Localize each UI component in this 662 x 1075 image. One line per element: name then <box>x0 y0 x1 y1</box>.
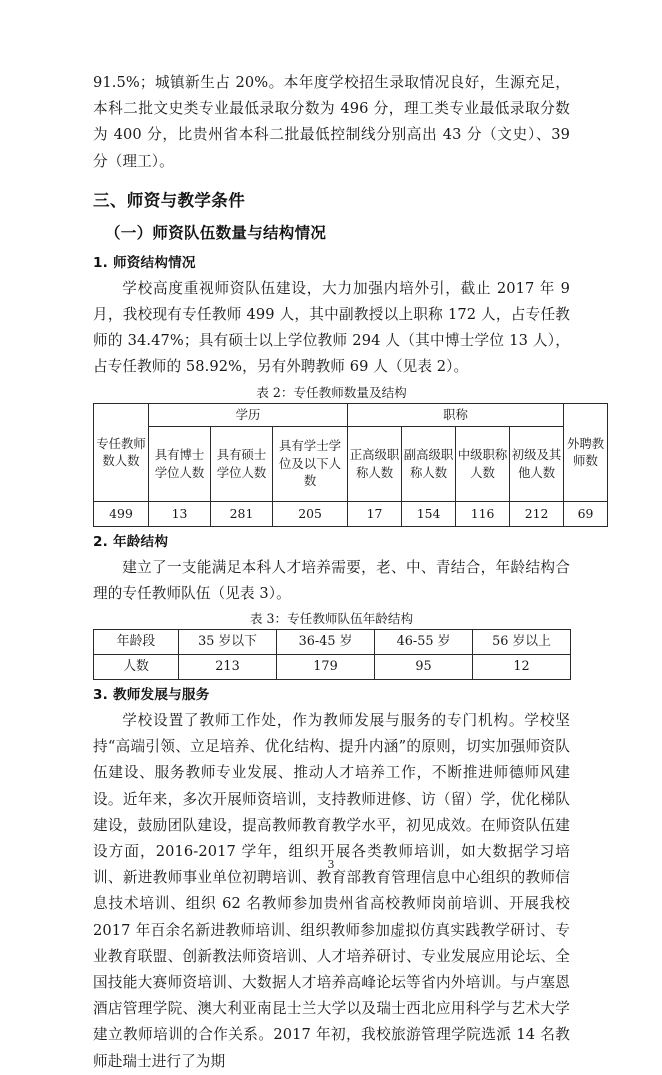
paragraph-age-structure: 建立了一支能满足本科人才培养需要，老、中、青结合，年龄结构合理的专任教师队伍（见表 3）。 <box>93 558 570 602</box>
table3-label-count: 人数 <box>94 655 179 680</box>
table3-label-age-range: 年龄段 <box>94 630 179 655</box>
table-row-age-groups <box>94 630 571 655</box>
table2-value-master: 281 <box>211 501 273 526</box>
table3-age-group-4: 56 岁以上 <box>473 630 571 655</box>
table-faculty-structure <box>93 403 608 527</box>
paragraph-intro: 91.5%；城镇新生占 20%。本年度学校招生录取情况良好，生源充足，本科二批文史类专业最低录取分数为 496 分，理工类专业最低录取分数为 400 分，比贵州省本科二批最低控制线分别高出 43 分（文史）、39 分（理工）。 <box>93 74 570 170</box>
table2-value-total: 499 <box>94 501 149 526</box>
table3-age-group-1: 35 岁以下 <box>179 630 277 655</box>
table2-subheader-intermediate: 中级职称人数 <box>456 426 510 501</box>
table-row-values <box>94 501 608 526</box>
table-row-group-header <box>94 403 608 426</box>
paragraph-teacher-development: 学校设置了教师工作处，作为教师发展与服务的专门机构。学校坚持“高端引领、立足培养、优化结构、提升内涵”的原则，切实加强师资队伍建设、服务教师专业发展、推动人才培养工作，不断推进师德师风建设。近年来，多次开展师资培训，支持教师进修、访（留）学，优化梯队建设，鼓励团队建设，提高教师教育教学水平，初见成效。在师资队伍建设方面，2016-2017 学年，组织开展各类教师培训，如大数据学习培训、新进教师事业单位初聘培训、教育部教育管理信息中心组织的教师信息技术培训、组织 62 名教师参加贵州省高校教师岗前培训、开展我校 2017 年百余名新进教师培训、组织教师参加虚拟仿真实践教学研讨、专业教育联盟、创新教法师资培训、人才培养研讨、专业发展应用论坛、全国技能大赛师资培训、大数据人才培养高峰论坛等省内外培训。与卢塞恩酒店管理学院、澳大利亚南昆士兰大学以及瑞士西北应用科学与艺术大学建立教师培训的合作关系。2017 年初，我校旅游管理学院选派 14 名教师赴瑞士进行了为期 <box>93 712 570 1070</box>
table2-value-external: 69 <box>564 501 608 526</box>
table2-header-title: 职称 <box>348 403 564 426</box>
table2-subheader-junior-other: 初级及其他人数 <box>510 426 564 501</box>
heading-item-2: 2. 年龄结构 <box>93 533 169 550</box>
heading-item-1: 1. 师资结构情况 <box>93 254 196 271</box>
heading-item-3: 3. 教师发展与服务 <box>93 687 210 704</box>
table2-value-bachelor: 205 <box>273 501 348 526</box>
table2-value-doctor: 13 <box>149 501 211 526</box>
table3-age-group-3: 46-55 岁 <box>375 630 473 655</box>
table2-subheader-senior: 正高级职称人数 <box>348 426 402 501</box>
table3-caption: 表 3：专任教师队伍年龄结构 <box>249 611 414 627</box>
table3-count-3: 95 <box>375 655 473 680</box>
table3-count-1: 213 <box>179 655 277 680</box>
table-age-structure <box>93 629 571 680</box>
heading-section-3: 三、师资与教学条件 <box>93 190 246 210</box>
table2-header-external: 外聘教师数 <box>564 403 608 501</box>
table2-header-education: 学历 <box>149 403 348 426</box>
table3-count-2: 179 <box>277 655 375 680</box>
table2-subheader-associate-senior: 副高级职称人数 <box>402 426 456 501</box>
table2-value-intermediate: 116 <box>456 501 510 526</box>
table2-value-associate-senior: 154 <box>402 501 456 526</box>
table2-subheader-doctor: 具有博士学位人数 <box>149 426 211 501</box>
page-number: 3 <box>327 858 335 871</box>
table2-value-senior: 17 <box>348 501 402 526</box>
table2-caption: 表 2：专任教师数量及结构 <box>256 384 407 400</box>
paragraph-faculty-structure: 学校高度重视师资队伍建设，大力加强内培外引，截止 2017 年 9 月，我校现有专任教师 499 人，其中副教授以上职称 172 人，占专任教师的 34.47%；具有硕士以上学位教师 294 人（其中博士学位 13 人），占专任教师的 58.92%，另有外聘教师 69 人（见表 2）。 <box>93 279 570 376</box>
table3-age-group-2: 36-45 岁 <box>277 630 375 655</box>
table2-subheader-master: 具有硕士学位人数 <box>211 426 273 501</box>
table-row-sub-header <box>94 426 608 501</box>
heading-subsection-1: （一）师资队伍数量与结构情况 <box>105 223 327 242</box>
table3-count-4: 12 <box>473 655 571 680</box>
table2-header-total: 专任教师数人数 <box>94 403 149 501</box>
table2-value-junior-other: 212 <box>510 501 564 526</box>
table-row-counts <box>94 655 571 680</box>
table2-subheader-bachelor: 具有学士学位及以下人数 <box>273 426 348 501</box>
spacer <box>93 175 570 178</box>
